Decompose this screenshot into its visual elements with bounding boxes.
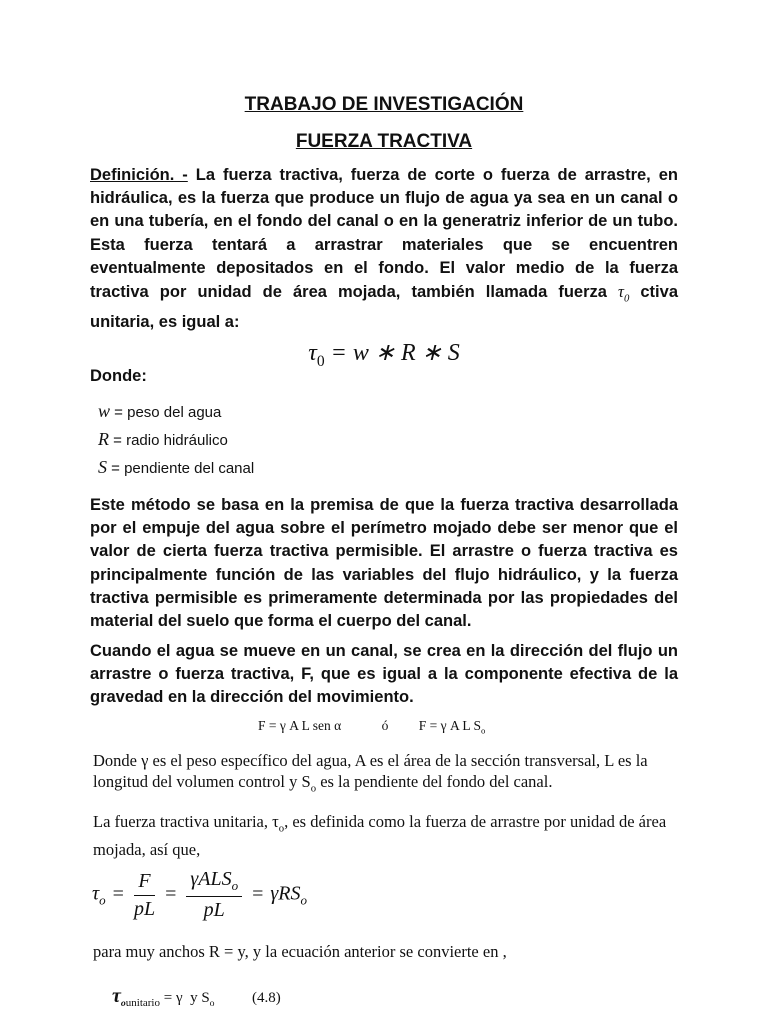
force-formula-right: F = γ A L S bbox=[418, 718, 482, 733]
variable-w bbox=[98, 398, 254, 426]
gamma-text-a: Donde γ es el peso específico del agua, A es el área de la sección transversal, L es la longitud del volumen control y S bbox=[93, 751, 648, 791]
definition-text-a: La fuerza tractiva, fuerza de corte o fuerza de arrastre, en hidráulica, es la fuerza que produce un flujo de agua ya sea en un canal o en una tubería, en el fondo del canal o en la generatriz inferior de un tubo. Esta fuerza tentará a arrastrar materiales que se encuentren eventualmente depositados en el fondo. El valor medio de la fuerza tractiva por unidad de área mojada, también llamada fuerza bbox=[90, 166, 678, 302]
fraction-2 bbox=[186, 868, 242, 922]
unit-force-paragraph bbox=[93, 811, 683, 860]
unit-eq-rhs: γRS bbox=[270, 882, 301, 905]
fraction-2-numerator bbox=[186, 868, 242, 897]
gamma-definition-paragraph bbox=[93, 750, 683, 799]
variable-w-symbol: w bbox=[98, 401, 111, 421]
fraction-1-denominator: pL bbox=[133, 897, 156, 920]
unit-force-text-a: La fuerza tractiva unitaria, τ bbox=[93, 812, 279, 831]
definition-text-b: ctiva unitaria, es igual a: bbox=[90, 283, 678, 331]
variable-r-symbol: R bbox=[98, 429, 109, 449]
definition-paragraph bbox=[90, 164, 678, 334]
unit-eq-lhs: τ bbox=[92, 882, 100, 905]
variable-r-desc: = radio hidráulico bbox=[109, 432, 228, 449]
fraction-1-numerator: F bbox=[134, 870, 155, 896]
fraction-2-numerator-main: γALS bbox=[190, 868, 232, 890]
gamma-text-sub: o bbox=[310, 782, 317, 795]
tau-symbol: τ bbox=[618, 282, 624, 302]
force-formula-left: F = γ A L sen α bbox=[258, 718, 342, 733]
unit-force-text-sub: o bbox=[278, 822, 285, 835]
main-equation-rhs: = w ∗ R ∗ S bbox=[324, 340, 460, 366]
fraction-2-numerator-sub: o bbox=[231, 878, 239, 893]
final-eq-rhs: = γ y S bbox=[159, 990, 210, 1006]
equals-sign-3: = bbox=[252, 882, 264, 905]
force-formula-or: ó bbox=[381, 718, 389, 733]
tau-subscript: 0 bbox=[623, 292, 630, 305]
main-equation-lhs: τ bbox=[308, 340, 317, 366]
tractive-force-paragraph: Cuando el agua se mueve en un canal, se crea en la dirección del flujo un arrastre o fuerza tractiva, F, que es igual a la componente efectiva de la gravedad en la dirección del movimiento. bbox=[90, 642, 678, 707]
force-formula bbox=[258, 718, 485, 736]
unit-eq-rhs-sub: o bbox=[300, 892, 307, 908]
definition-label: Definición. - bbox=[90, 166, 188, 184]
fraction-2-denominator: pL bbox=[203, 899, 225, 921]
final-eq-unitario: unitario bbox=[125, 997, 160, 1009]
document-title: TRABAJO DE INVESTIGACIÓN bbox=[244, 94, 524, 115]
unit-force-text-b: , es definida como la fuerza de arrastre por unidad de área mojada, así que, bbox=[93, 812, 667, 860]
wide-channel-paragraph: para muy anchos R = y, y la ecuación anterior se convierte en , bbox=[93, 942, 507, 961]
unit-force-equation bbox=[92, 868, 307, 922]
force-formula-right-sub: o bbox=[481, 725, 486, 736]
final-eq-tau-sub: o bbox=[120, 998, 126, 1009]
final-eq-tau: τ bbox=[112, 985, 121, 1007]
gamma-text-b: es la pendiente del fondo del canal. bbox=[316, 772, 553, 791]
document-subtitle: FUERZA TRACTIVA bbox=[295, 131, 473, 152]
method-paragraph: Este método se basa en la premisa de que la fuerza tractiva desarrollada por el empuje del agua sobre el perímetro mojado debe ser menor que el valor de cierta fuerza tractiva permisible. El arrastre o fuerza tractiva es principalmente función de las variables del flujo hidráulico, y la fuerza tractiva permisible es primeramente determinada por las propiedades del material del suelo que forma el cuerpo del canal. bbox=[90, 496, 678, 631]
variable-s-desc: = pendiente del canal bbox=[107, 460, 255, 477]
variable-definitions bbox=[98, 398, 254, 482]
equals-sign-2: = bbox=[165, 882, 177, 905]
variable-r bbox=[98, 426, 254, 454]
main-equation-lhs-sub: 0 bbox=[316, 352, 325, 370]
variable-s bbox=[98, 454, 254, 482]
fraction-1 bbox=[134, 870, 155, 921]
final-equation bbox=[112, 985, 281, 1009]
main-equation bbox=[0, 338, 768, 371]
unit-eq-lhs-sub: o bbox=[99, 892, 106, 908]
final-eq-rhs-sub: o bbox=[209, 998, 215, 1009]
variable-s-symbol: S bbox=[98, 457, 107, 477]
equals-sign-1: = bbox=[112, 882, 124, 905]
donde-label: Donde: bbox=[90, 367, 147, 385]
variable-w-desc: = peso del agua bbox=[110, 404, 222, 421]
equation-number: (4.8) bbox=[252, 990, 281, 1006]
